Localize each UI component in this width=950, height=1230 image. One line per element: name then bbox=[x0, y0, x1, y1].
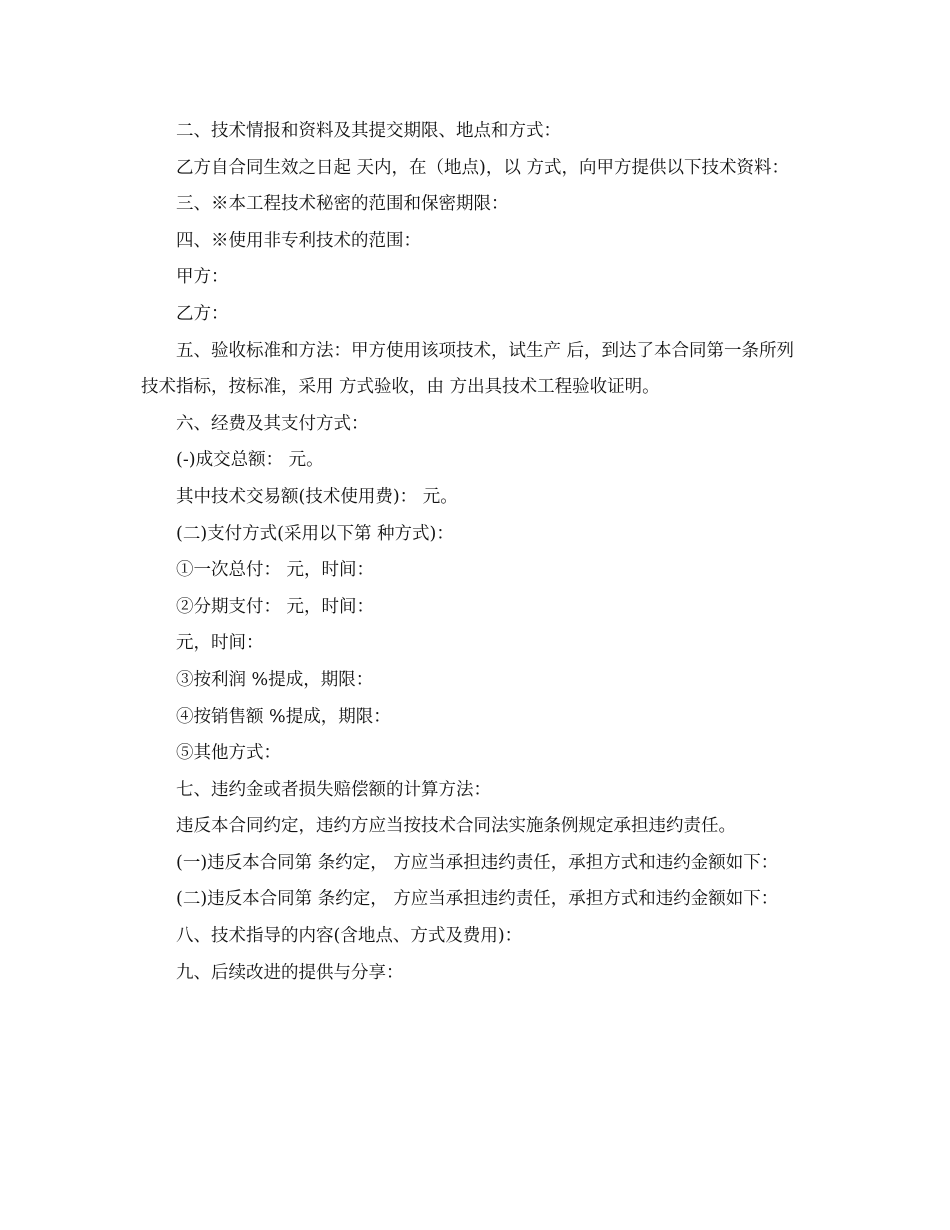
payment-option-2-continued: 元，时间： bbox=[176, 633, 264, 654]
section-7-text: 违反本合同约定，违约方应当按技术合同法实施条例规定承担违约责任。 bbox=[176, 816, 736, 837]
section-5-text: 五、验收标准和方法：甲方使用该项技术，试生产 后，到达了本合同第一条所列技术指标，按标准，采用 方式验收，由 方出具技术工程验收证明。 bbox=[141, 340, 795, 398]
party-b-line: 乙方： bbox=[176, 303, 229, 324]
section-2-heading: 二、技术情报和资料及其提交期限、地点和方式： bbox=[176, 121, 561, 141]
section-3-heading: 三、※本工程技术秘密的范围和保密期限： bbox=[176, 194, 509, 215]
section-9-heading: 九、后续改进的提供与分享： bbox=[176, 962, 404, 983]
payment-option-2: ②分期支付： 元，时间： bbox=[176, 596, 375, 617]
section-7-heading: 七、违约金或者损失赔偿额的计算方法： bbox=[176, 779, 491, 800]
breach-clause-2: (二)违反本合同第 条约定， 方应当承担违约责任，承担方式和违约金额如下： bbox=[176, 889, 779, 910]
party-a-line: 甲方： bbox=[176, 267, 229, 288]
payment-option-4: ④按销售额 %提成，期限： bbox=[176, 706, 391, 727]
section-2-text: 乙方自合同生效之日起 天内，在（地点)，以 方式，向甲方提供以下技术资料： bbox=[176, 157, 789, 178]
payment-method-line: (二)支付方式(采用以下第 种方式)： bbox=[176, 523, 454, 544]
breach-clause-1: (一)违反本合同第 条约定， 方应当承担违约责任，承担方式和违约金额如下： bbox=[176, 852, 779, 873]
payment-option-5: ⑤其他方式： bbox=[176, 743, 281, 764]
tech-fee-line: 其中技术交易额(技术使用费)： 元。 bbox=[176, 486, 458, 507]
payment-option-3: ③按利润 %提成，期限： bbox=[176, 669, 374, 690]
section-4-heading: 四、※使用非专利技术的范围： bbox=[176, 230, 421, 251]
payment-option-1: ①一次总付： 元，时间： bbox=[176, 560, 375, 581]
section-8-heading: 八、技术指导的内容(含地点、方式及费用)： bbox=[176, 926, 523, 947]
section-6-heading: 六、经费及其支付方式： bbox=[176, 413, 369, 434]
document-body bbox=[141, 113, 809, 991]
total-amount-line: (-)成交总额： 元。 bbox=[176, 450, 324, 471]
